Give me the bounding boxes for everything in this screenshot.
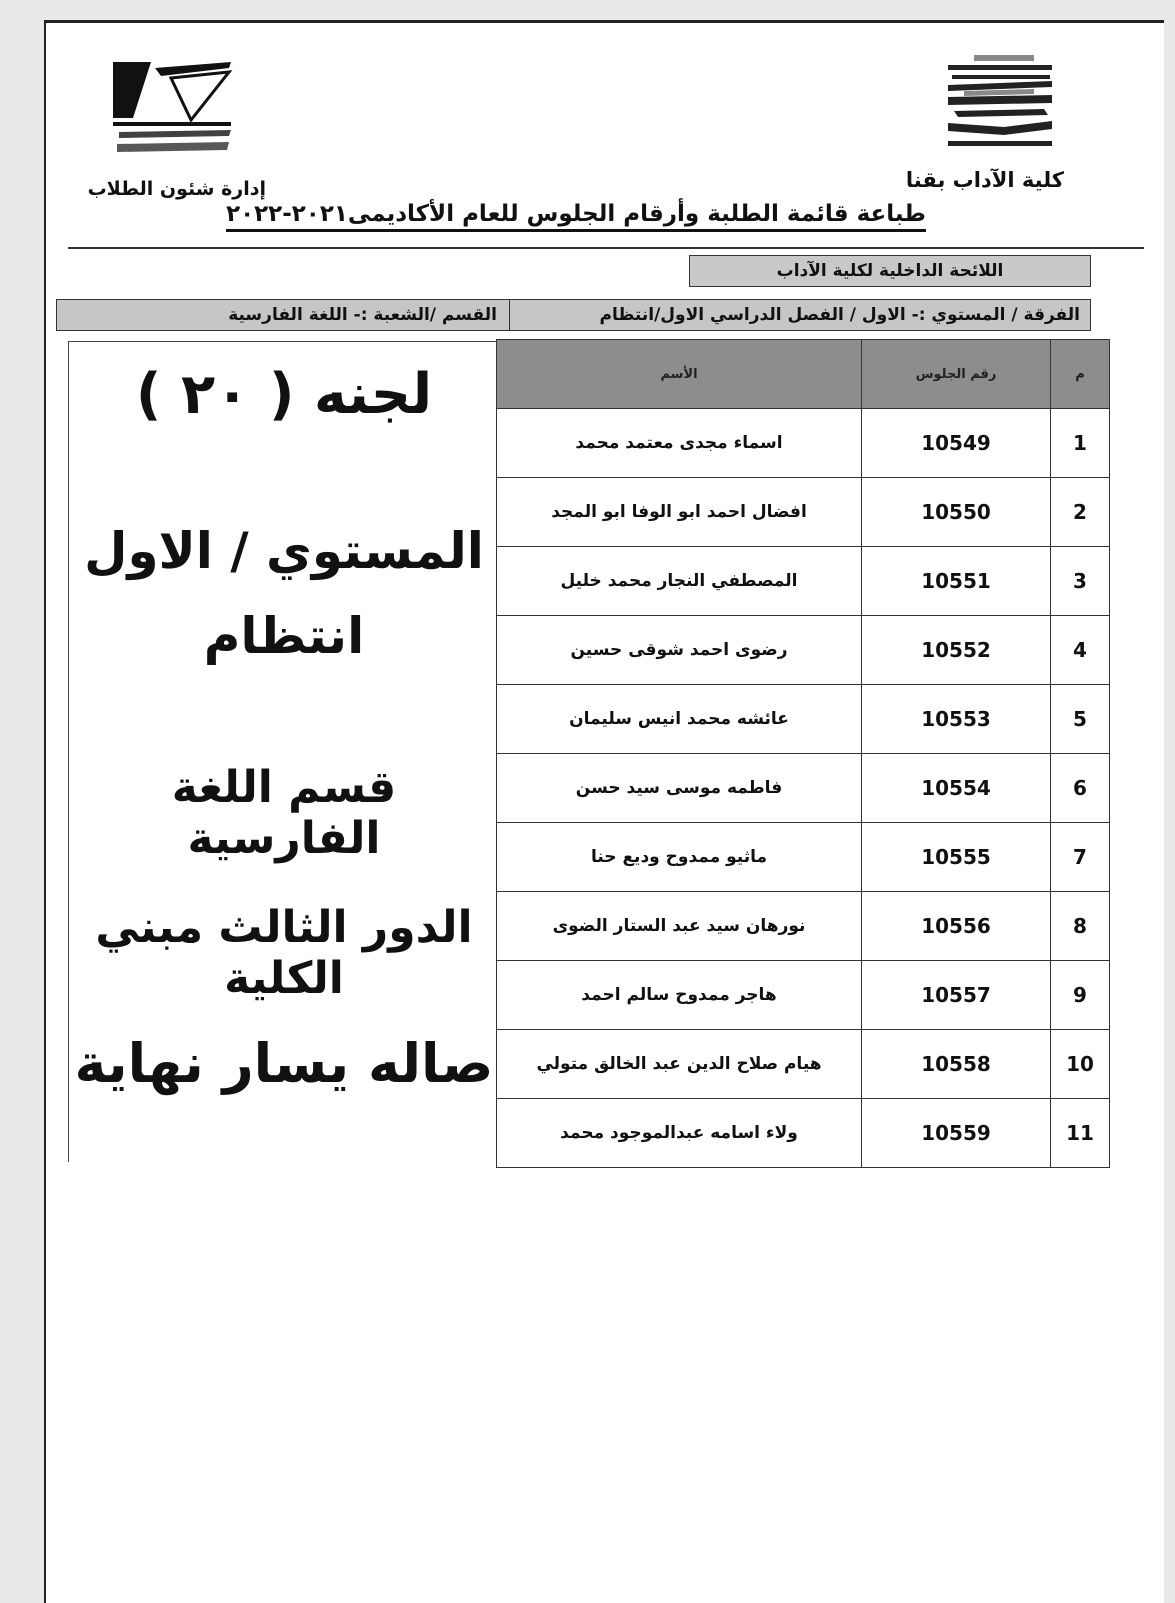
table-header-row [497, 340, 1110, 409]
row-seat-number: 10550 [862, 478, 1051, 547]
regulation-label: اللائحة الداخلية لكلية الآداب [689, 255, 1091, 287]
info-divider [509, 300, 510, 330]
row-seat-number: 10553 [862, 685, 1051, 754]
document-sheet [44, 20, 1164, 1603]
table-row [497, 754, 1110, 823]
table-row [497, 478, 1110, 547]
table-row [497, 892, 1110, 961]
header-name: الأسم [497, 340, 862, 409]
committee-mode: انتظام [203, 607, 365, 665]
university-logo-icon [111, 58, 236, 158]
row-student-name: اسماء مجدى معتمد محمد [497, 409, 862, 478]
table-row [497, 409, 1110, 478]
row-index: 10 [1051, 1030, 1110, 1099]
row-seat-number: 10552 [862, 616, 1051, 685]
page-title [226, 201, 926, 227]
student-affairs-name: إدارة شئون الطلاب [87, 178, 266, 200]
row-student-name: نورهان سيد عبد الستار الضوى [497, 892, 862, 961]
row-student-name: افضال احمد ابو الوفا ابو المجد [497, 478, 862, 547]
table-row [497, 685, 1110, 754]
row-seat-number: 10555 [862, 823, 1051, 892]
row-index: 6 [1051, 754, 1110, 823]
row-student-name: ماثيو ممدوح وديع حنا [497, 823, 862, 892]
row-seat-number: 10557 [862, 961, 1051, 1030]
row-seat-number: 10551 [862, 547, 1051, 616]
college-name: كلية الآداب بقنا [905, 168, 1064, 192]
committee-department: قسم اللغة الفارسية [171, 762, 397, 864]
table-row [497, 823, 1110, 892]
table-row [497, 1099, 1110, 1168]
faculty-logo-icon [944, 51, 1056, 156]
row-seat-number: 10549 [862, 409, 1051, 478]
row-index: 9 [1051, 961, 1110, 1030]
row-index: 8 [1051, 892, 1110, 961]
row-index: 2 [1051, 478, 1110, 547]
row-index: 4 [1051, 616, 1110, 685]
table-row [497, 616, 1110, 685]
level-info: الفرقة / المستوي :- الاول / الفصل الدراسي الاول/انتظام [599, 305, 1080, 325]
department-info: القسم /الشعبة :- اللغة الفارسية [228, 305, 497, 325]
row-student-name: هاجر ممدوح سالم احمد [497, 961, 862, 1030]
students-table [496, 339, 1110, 1168]
row-seat-number: 10554 [862, 754, 1051, 823]
row-student-name: هيام صلاح الدين عبد الخالق متولي [497, 1030, 862, 1099]
row-seat-number: 10556 [862, 892, 1051, 961]
header-index: م [1051, 340, 1110, 409]
row-seat-number: 10558 [862, 1030, 1051, 1099]
row-student-name: رضوى احمد شوقى حسين [497, 616, 862, 685]
row-index: 1 [1051, 409, 1110, 478]
header-seat-number: رقم الجلوس [862, 340, 1051, 409]
committee-hall: صاله يسار نهاية [74, 1032, 494, 1095]
row-index: 11 [1051, 1099, 1110, 1168]
row-student-name: المصطفي النجار محمد خليل [497, 547, 862, 616]
committee-panel [68, 341, 499, 1162]
committee-title: لجنه ( ٢٠ ) [135, 362, 433, 427]
committee-level: المستوي / الاول [84, 522, 484, 580]
row-student-name: فاطمه موسى سيد حسن [497, 754, 862, 823]
row-index: 5 [1051, 685, 1110, 754]
table-row [497, 1030, 1110, 1099]
table-row [497, 547, 1110, 616]
row-student-name: ولاء اسامه عبدالموجود محمد [497, 1099, 862, 1168]
row-index: 7 [1051, 823, 1110, 892]
row-student-name: عائشه محمد انيس سليمان [497, 685, 862, 754]
row-index: 3 [1051, 547, 1110, 616]
table-row [497, 961, 1110, 1030]
header-divider [68, 247, 1144, 249]
info-bar [56, 299, 1091, 331]
committee-floor: الدور الثالث مبني الكلية [95, 902, 473, 1004]
row-seat-number: 10559 [862, 1099, 1051, 1168]
page-title-text: طباعة قائمة الطلبة وأرقام الجلوس للعام الأكاديمى٢٠٢١-٢٠٢٢ [226, 201, 926, 232]
